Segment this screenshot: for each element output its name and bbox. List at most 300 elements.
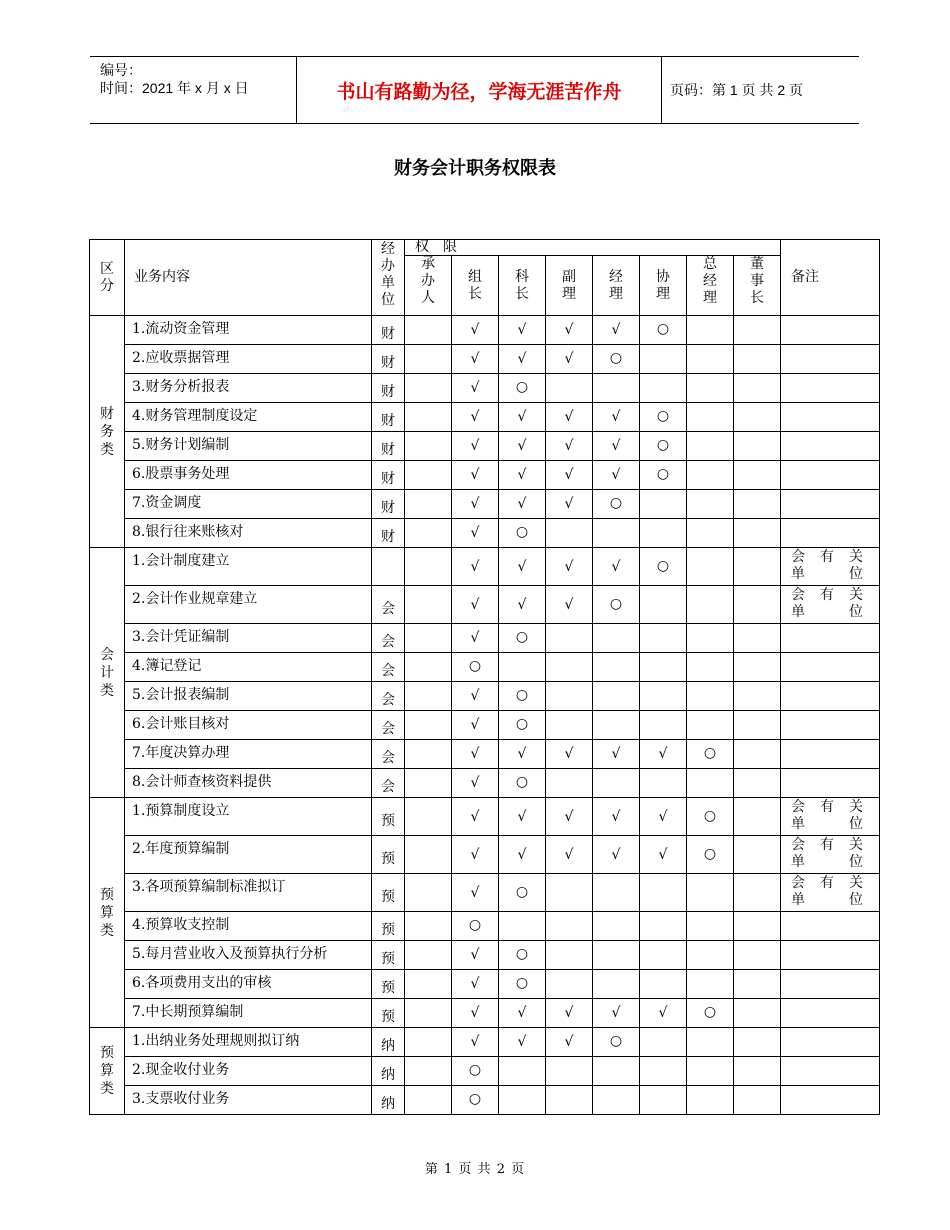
- authority-mark-cell: √: [593, 403, 640, 432]
- remark-cell: [781, 1028, 880, 1057]
- authority-mark-cell: [405, 711, 452, 740]
- authority-mark-cell: [546, 519, 593, 548]
- authority-mark-cell: [734, 1057, 781, 1086]
- authority-mark-cell: [687, 769, 734, 798]
- authority-mark-cell: [687, 624, 734, 653]
- authority-mark-cell: √: [499, 345, 546, 374]
- authority-mark-cell: √: [499, 740, 546, 769]
- content-cell: 6.股票事务处理: [125, 461, 372, 490]
- authority-mark-cell: √: [499, 432, 546, 461]
- authority-mark-cell: √: [452, 798, 499, 836]
- authority-mark-cell: [734, 403, 781, 432]
- authority-mark-cell: ○: [687, 798, 734, 836]
- authority-mark-cell: [687, 490, 734, 519]
- header-page-label: 页码：第 1 页 共 2 页: [670, 82, 804, 98]
- content-cell: 1.会计制度建立: [125, 548, 372, 586]
- authority-mark-cell: [593, 711, 640, 740]
- authority-mark-cell: [640, 970, 687, 999]
- remark-cell: [781, 461, 880, 490]
- authority-mark-cell: √: [546, 740, 593, 769]
- table-row: [90, 941, 880, 970]
- authority-mark-cell: √: [546, 999, 593, 1028]
- table-row: [90, 740, 880, 769]
- content-cell: 8.会计师查核资料提供: [125, 769, 372, 798]
- content-cell: 3.会计凭证编制: [125, 624, 372, 653]
- authority-mark-cell: [546, 874, 593, 912]
- authority-mark-cell: √: [593, 999, 640, 1028]
- authority-mark-cell: [405, 345, 452, 374]
- authority-mark-cell: [593, 874, 640, 912]
- authority-mark-cell: ○: [499, 682, 546, 711]
- header-motto: 书山有路勤为径，学海无涯苦作舟: [297, 57, 662, 123]
- authority-mark-cell: [405, 874, 452, 912]
- authority-mark-cell: [405, 836, 452, 874]
- authority-mark-cell: [640, 624, 687, 653]
- authority-mark-cell: [640, 345, 687, 374]
- remark-cell: 会有关单位: [781, 874, 880, 912]
- content-cell: 2.年度预算编制: [125, 836, 372, 874]
- authority-mark-cell: [734, 345, 781, 374]
- table-row: [90, 490, 880, 519]
- authority-mark-cell: [734, 740, 781, 769]
- unit-cell: 财: [372, 316, 405, 345]
- authority-mark-cell: √: [593, 461, 640, 490]
- authority-mark-cell: [734, 912, 781, 941]
- content-cell: 5.会计报表编制: [125, 682, 372, 711]
- table-row: [90, 519, 880, 548]
- authority-mark-cell: [640, 1057, 687, 1086]
- unit-cell: 会: [372, 682, 405, 711]
- authority-mark-cell: √: [452, 548, 499, 586]
- authority-mark-cell: [734, 941, 781, 970]
- authority-mark-cell: √: [499, 1028, 546, 1057]
- category-cell: 预算类: [90, 798, 125, 1028]
- authority-mark-cell: √: [452, 1028, 499, 1057]
- unit-cell: 预: [372, 836, 405, 874]
- authority-mark-cell: [546, 912, 593, 941]
- unit-cell: 纳: [372, 1086, 405, 1115]
- authority-mark-cell: [405, 999, 452, 1028]
- time-label: 时间：2021 年 x 月 x 日: [100, 80, 249, 96]
- authority-mark-cell: [405, 624, 452, 653]
- authority-mark-cell: ○: [593, 586, 640, 624]
- content-cell: 4.财务管理制度设定: [125, 403, 372, 432]
- remark-cell: [781, 519, 880, 548]
- unit-cell: 预: [372, 941, 405, 970]
- header-authority: 权 限: [405, 240, 781, 256]
- remark-cell: [781, 711, 880, 740]
- authority-mark-cell: [546, 769, 593, 798]
- authority-mark-cell: [687, 653, 734, 682]
- authority-mark-cell: [546, 711, 593, 740]
- authority-mark-cell: √: [593, 432, 640, 461]
- authority-mark-cell: √: [546, 1028, 593, 1057]
- authority-mark-cell: [640, 519, 687, 548]
- authority-mark-cell: [687, 1028, 734, 1057]
- authority-mark-cell: √: [452, 874, 499, 912]
- authority-mark-cell: √: [452, 519, 499, 548]
- remark-cell: [781, 1057, 880, 1086]
- authority-mark-cell: √: [546, 403, 593, 432]
- authority-mark-cell: √: [499, 316, 546, 345]
- authority-mark-cell: [734, 653, 781, 682]
- authority-mark-cell: [405, 316, 452, 345]
- authority-mark-cell: [734, 519, 781, 548]
- header-unit: 经办单位: [372, 240, 405, 316]
- remark-cell: [781, 769, 880, 798]
- authority-mark-cell: [593, 970, 640, 999]
- unit-cell: 纳: [372, 1057, 405, 1086]
- authority-mark-cell: √: [640, 999, 687, 1028]
- authority-mark-cell: [546, 653, 593, 682]
- authority-mark-cell: [405, 653, 452, 682]
- remark-cell: [781, 653, 880, 682]
- remark-cell: [781, 490, 880, 519]
- authority-mark-cell: ○: [640, 432, 687, 461]
- authority-mark-cell: [734, 874, 781, 912]
- authority-mark-cell: [640, 874, 687, 912]
- authority-mark-cell: [593, 374, 640, 403]
- content-cell: 2.会计作业规章建立: [125, 586, 372, 624]
- unit-cell: 预: [372, 970, 405, 999]
- authority-mark-cell: √: [593, 798, 640, 836]
- content-cell: 6.各项费用支出的审核: [125, 970, 372, 999]
- authority-mark-cell: ○: [452, 1057, 499, 1086]
- category-cell: 财务类: [90, 316, 125, 548]
- authority-mark-cell: [640, 586, 687, 624]
- authority-mark-cell: [593, 769, 640, 798]
- table-row: [90, 999, 880, 1028]
- header-general-manager: 总经理: [687, 256, 734, 316]
- authority-mark-cell: [687, 970, 734, 999]
- remark-cell: [781, 403, 880, 432]
- authority-mark-cell: [405, 740, 452, 769]
- authority-mark-cell: √: [499, 548, 546, 586]
- authority-mark-cell: ○: [499, 519, 546, 548]
- authority-mark-cell: [640, 941, 687, 970]
- authority-mark-cell: [546, 970, 593, 999]
- unit-cell: 财: [372, 461, 405, 490]
- remark-cell: 会有关单位: [781, 798, 880, 836]
- authority-mark-cell: [405, 403, 452, 432]
- content-cell: 3.支票收付业务: [125, 1086, 372, 1115]
- authority-mark-cell: ○: [593, 490, 640, 519]
- content-cell: 7.年度决算办理: [125, 740, 372, 769]
- table-row: [90, 374, 880, 403]
- authority-mark-cell: [734, 769, 781, 798]
- authority-mark-cell: [687, 711, 734, 740]
- page-header: [90, 56, 859, 124]
- authority-mark-cell: √: [546, 586, 593, 624]
- authority-mark-cell: [687, 519, 734, 548]
- content-cell: 2.应收票据管理: [125, 345, 372, 374]
- table-row: [90, 653, 880, 682]
- authority-mark-cell: [593, 653, 640, 682]
- authority-mark-cell: [687, 912, 734, 941]
- authority-mark-cell: √: [452, 345, 499, 374]
- authority-mark-cell: [405, 548, 452, 586]
- authority-mark-cell: [499, 653, 546, 682]
- authority-mark-cell: √: [546, 316, 593, 345]
- authority-mark-cell: [405, 432, 452, 461]
- table-row: [90, 461, 880, 490]
- authority-mark-cell: [734, 836, 781, 874]
- authority-mark-cell: ○: [593, 1028, 640, 1057]
- authority-mark-cell: ○: [499, 769, 546, 798]
- authority-mark-cell: ○: [499, 970, 546, 999]
- authority-mark-cell: √: [452, 682, 499, 711]
- authority-mark-cell: [687, 432, 734, 461]
- authority-mark-cell: √: [452, 461, 499, 490]
- category-cell: 预算类: [90, 1028, 125, 1115]
- authority-mark-cell: √: [452, 316, 499, 345]
- table-row: [90, 711, 880, 740]
- authority-mark-cell: ○: [499, 711, 546, 740]
- remark-cell: [781, 912, 880, 941]
- unit-cell: 预: [372, 798, 405, 836]
- authority-mark-cell: ○: [640, 316, 687, 345]
- table-row: [90, 874, 880, 912]
- table-row: [90, 970, 880, 999]
- authority-mark-cell: [734, 374, 781, 403]
- remark-cell: 会有关单位: [781, 586, 880, 624]
- header-remarks: 备注: [781, 240, 880, 316]
- authority-mark-cell: √: [546, 798, 593, 836]
- authority-mark-cell: [734, 1086, 781, 1115]
- authority-mark-cell: ○: [499, 624, 546, 653]
- unit-cell: 会: [372, 586, 405, 624]
- remark-cell: 会有关单位: [781, 548, 880, 586]
- authority-mark-cell: [734, 798, 781, 836]
- authority-mark-cell: [593, 682, 640, 711]
- unit-cell: 财: [372, 374, 405, 403]
- authority-mark-cell: ○: [452, 1086, 499, 1115]
- authority-mark-cell: √: [593, 316, 640, 345]
- authority-mark-cell: [405, 490, 452, 519]
- authority-mark-cell: [405, 1086, 452, 1115]
- authority-mark-cell: [640, 682, 687, 711]
- authority-mark-cell: [687, 345, 734, 374]
- table-row: [90, 1086, 880, 1115]
- content-cell: 3.财务分析报表: [125, 374, 372, 403]
- remark-cell: [781, 1086, 880, 1115]
- authority-mark-cell: ○: [687, 999, 734, 1028]
- header-category: 区分: [90, 240, 125, 316]
- authority-mark-cell: √: [499, 490, 546, 519]
- authority-table: [89, 239, 880, 1115]
- table-row: [90, 345, 880, 374]
- header-meta: [90, 57, 297, 123]
- authority-mark-cell: [687, 1057, 734, 1086]
- authority-mark-cell: [499, 912, 546, 941]
- authority-mark-cell: [640, 711, 687, 740]
- authority-mark-cell: [734, 1028, 781, 1057]
- authority-mark-cell: ○: [499, 941, 546, 970]
- remark-cell: [781, 432, 880, 461]
- table-row: [90, 769, 880, 798]
- authority-mark-cell: √: [499, 403, 546, 432]
- authority-mark-cell: [593, 624, 640, 653]
- authority-mark-cell: [405, 374, 452, 403]
- authority-mark-cell: [593, 941, 640, 970]
- remark-cell: [781, 316, 880, 345]
- content-cell: 6.会计账目核对: [125, 711, 372, 740]
- authority-mark-cell: √: [452, 970, 499, 999]
- authority-mark-cell: √: [452, 740, 499, 769]
- authority-mark-cell: [546, 1086, 593, 1115]
- authority-mark-cell: √: [499, 798, 546, 836]
- authority-mark-cell: ○: [640, 403, 687, 432]
- table-row: [90, 316, 880, 345]
- authority-mark-cell: [734, 432, 781, 461]
- page-footer: 第 1 页 共 2 页: [424, 1162, 526, 1177]
- table-row: [90, 836, 880, 874]
- content-cell: 2.现金收付业务: [125, 1057, 372, 1086]
- table-body: [90, 316, 880, 1115]
- authority-mark-cell: [734, 711, 781, 740]
- header-team-leader: 组长: [452, 256, 499, 316]
- authority-mark-cell: [687, 403, 734, 432]
- authority-mark-cell: [640, 1028, 687, 1057]
- table-row: [90, 912, 880, 941]
- authority-mark-cell: √: [452, 624, 499, 653]
- authority-mark-cell: [546, 941, 593, 970]
- authority-mark-cell: √: [546, 432, 593, 461]
- content-cell: 1.流动资金管理: [125, 316, 372, 345]
- header-handler: 承办人: [405, 256, 452, 316]
- unit-cell: 财: [372, 490, 405, 519]
- remark-cell: [781, 941, 880, 970]
- authority-mark-cell: [593, 519, 640, 548]
- authority-mark-cell: √: [452, 711, 499, 740]
- unit-cell: 会: [372, 711, 405, 740]
- authority-mark-cell: √: [499, 586, 546, 624]
- authority-mark-cell: ○: [452, 653, 499, 682]
- remark-cell: 会有关单位: [781, 836, 880, 874]
- authority-mark-cell: ○: [687, 836, 734, 874]
- remark-cell: [781, 740, 880, 769]
- category-cell: 会计类: [90, 548, 125, 798]
- authority-mark-cell: [405, 1028, 452, 1057]
- unit-cell: 会: [372, 740, 405, 769]
- remark-cell: [781, 970, 880, 999]
- authority-mark-cell: [546, 1057, 593, 1086]
- authority-mark-cell: [640, 653, 687, 682]
- authority-mark-cell: [593, 912, 640, 941]
- unit-cell: 预: [372, 999, 405, 1028]
- unit-cell: 财: [372, 519, 405, 548]
- authority-mark-cell: [405, 769, 452, 798]
- authority-mark-cell: [734, 624, 781, 653]
- authority-mark-cell: [640, 374, 687, 403]
- remark-cell: [781, 624, 880, 653]
- authority-mark-cell: √: [640, 740, 687, 769]
- authority-mark-cell: [640, 490, 687, 519]
- remark-cell: [781, 682, 880, 711]
- table-row: [90, 798, 880, 836]
- authority-mark-cell: [405, 461, 452, 490]
- authority-mark-cell: [687, 874, 734, 912]
- authority-mark-cell: [734, 682, 781, 711]
- content-cell: 5.财务计划编制: [125, 432, 372, 461]
- header-deputy: 副理: [546, 256, 593, 316]
- remark-cell: [781, 345, 880, 374]
- authority-mark-cell: ○: [499, 374, 546, 403]
- authority-mark-cell: √: [546, 836, 593, 874]
- unit-cell: 会: [372, 653, 405, 682]
- authority-mark-cell: [405, 970, 452, 999]
- authority-mark-cell: √: [593, 836, 640, 874]
- authority-mark-cell: [405, 586, 452, 624]
- header-chairman: 董事长: [734, 256, 781, 316]
- authority-mark-cell: [734, 586, 781, 624]
- authority-mark-cell: [405, 941, 452, 970]
- content-cell: 1.出纳业务处理规则拟订纳: [125, 1028, 372, 1057]
- unit-cell: 预: [372, 912, 405, 941]
- authority-mark-cell: ○: [499, 874, 546, 912]
- table-row: [90, 1057, 880, 1086]
- authority-mark-cell: √: [452, 836, 499, 874]
- authority-mark-cell: √: [452, 432, 499, 461]
- authority-mark-cell: [687, 941, 734, 970]
- authority-mark-cell: [593, 1086, 640, 1115]
- authority-mark-cell: √: [546, 490, 593, 519]
- authority-mark-cell: [687, 461, 734, 490]
- authority-mark-cell: √: [640, 798, 687, 836]
- table-row: [90, 432, 880, 461]
- content-cell: 7.中长期预算编制: [125, 999, 372, 1028]
- authority-mark-cell: [405, 1057, 452, 1086]
- authority-mark-cell: √: [546, 548, 593, 586]
- unit-cell: 财: [372, 403, 405, 432]
- header-content: 业务内容: [125, 240, 372, 316]
- authority-mark-cell: ○: [452, 912, 499, 941]
- authority-mark-cell: [405, 798, 452, 836]
- table-row: [90, 682, 880, 711]
- authority-mark-cell: [734, 999, 781, 1028]
- content-cell: 3.各项预算编制标准拟订: [125, 874, 372, 912]
- table-row: [90, 624, 880, 653]
- authority-mark-cell: [734, 970, 781, 999]
- remark-cell: [781, 999, 880, 1028]
- authority-mark-cell: √: [452, 403, 499, 432]
- authority-mark-cell: [640, 1086, 687, 1115]
- authority-mark-cell: [687, 316, 734, 345]
- unit-cell: 财: [372, 345, 405, 374]
- unit-cell: 会: [372, 624, 405, 653]
- unit-cell: 会: [372, 769, 405, 798]
- authority-mark-cell: √: [452, 374, 499, 403]
- unit-cell: 纳: [372, 1028, 405, 1057]
- table-row: [90, 1028, 880, 1057]
- authority-mark-cell: √: [546, 461, 593, 490]
- authority-mark-cell: √: [499, 836, 546, 874]
- authority-mark-cell: [546, 624, 593, 653]
- authority-mark-cell: [546, 682, 593, 711]
- table-row: [90, 586, 880, 624]
- remark-cell: [781, 374, 880, 403]
- authority-mark-cell: √: [593, 548, 640, 586]
- content-cell: 8.银行往来账核对: [125, 519, 372, 548]
- authority-mark-cell: √: [452, 586, 499, 624]
- authority-mark-cell: ○: [687, 740, 734, 769]
- authority-mark-cell: √: [499, 461, 546, 490]
- content-cell: 4.簿记登记: [125, 653, 372, 682]
- unit-cell: 财: [372, 432, 405, 461]
- authority-mark-cell: [734, 316, 781, 345]
- header-manager: 经理: [593, 256, 640, 316]
- table-row: [90, 403, 880, 432]
